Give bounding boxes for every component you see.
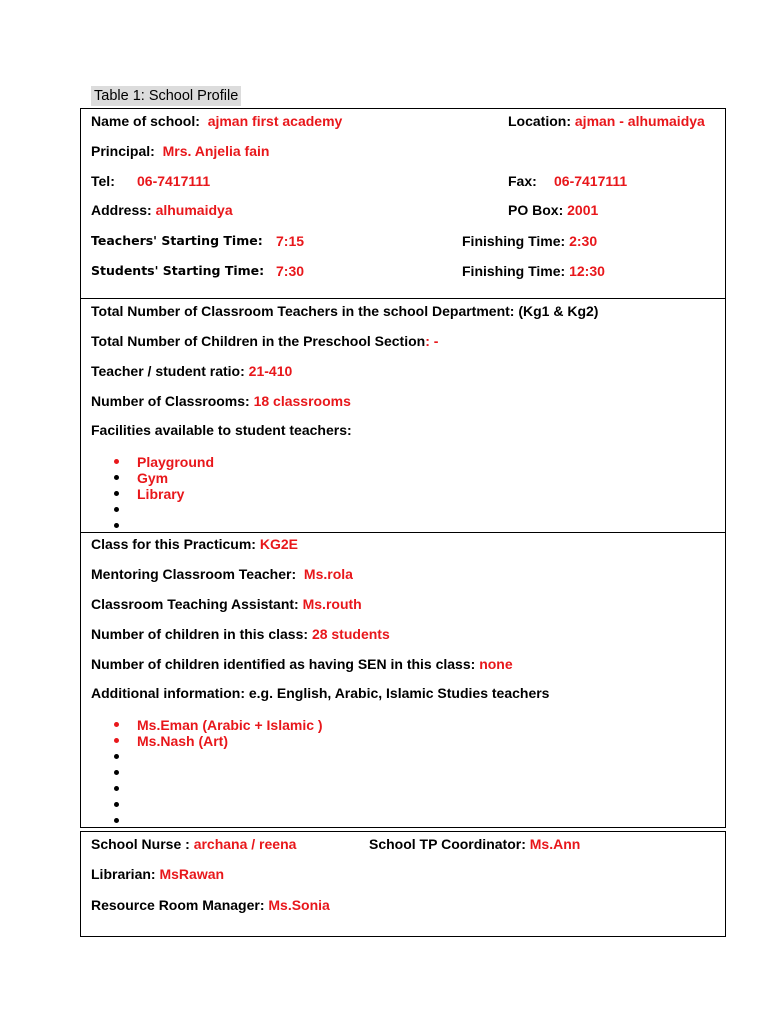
fax-value: 06-7417111	[554, 173, 628, 189]
class-row	[91, 535, 298, 553]
ratio-value: 21-410	[248, 363, 293, 379]
address-label: Address:	[91, 202, 152, 218]
sen-value: none	[479, 656, 513, 672]
tel-label: Tel:	[91, 173, 115, 189]
principal-value: Mrs. Anjelia fain	[162, 143, 270, 159]
location-label: Location:	[508, 113, 571, 129]
principal-label: Principal:	[91, 143, 155, 159]
tp-coordinator-value: Ms.Ann	[529, 836, 581, 852]
classrooms-label: Number of Classrooms:	[91, 393, 250, 409]
name-of-school-row	[91, 112, 342, 130]
teachers-start-value: 7:15	[276, 233, 305, 249]
bullet-icon	[114, 738, 119, 743]
total-teachers-label: Total Number of Classroom Teachers in the school Department: (Kg1 & Kg2)	[91, 303, 599, 319]
address-row	[91, 201, 233, 219]
bullet-icon	[114, 523, 119, 528]
students-finish-row	[462, 262, 605, 280]
facility-item: Library	[137, 486, 185, 502]
students-finish-label: Finishing Time:	[462, 263, 566, 279]
teachers-finish-label: Finishing Time:	[462, 233, 566, 249]
principal-row	[91, 142, 269, 160]
table-caption: Table 1: School Profile	[91, 86, 241, 106]
class-label: Class for this Practicum:	[91, 536, 256, 552]
bullet-icon	[114, 491, 119, 496]
librarian-value: MsRawan	[159, 866, 225, 882]
bullet-icon	[114, 459, 119, 464]
additional-label: Additional information: e.g. English, Arabic, Islamic Studies teachers	[91, 685, 550, 701]
location-row	[508, 112, 705, 130]
mentor-label: Mentoring Classroom Teacher:	[91, 566, 297, 582]
bullet-icon	[114, 722, 119, 727]
location-value: ajman - alhumaidya	[574, 113, 705, 129]
resource-manager-row	[91, 896, 330, 914]
facility-item: Gym	[137, 470, 169, 486]
additional-item: Ms.Nash (Art)	[137, 733, 229, 749]
sen-label: Number of children identified as having SEN in this class:	[91, 656, 476, 672]
fax-label: Fax:	[508, 173, 537, 189]
classrooms-value: 18 classrooms	[253, 393, 351, 409]
additional-item: Ms.Eman (Arabic + Islamic )	[137, 717, 323, 733]
bullet-icon	[114, 786, 119, 791]
classrooms-row	[91, 392, 351, 410]
sen-row	[91, 655, 513, 673]
tp-coordinator-row	[369, 835, 580, 853]
mentor-row	[91, 565, 353, 583]
name-of-school-label: Name of school:	[91, 113, 200, 129]
name-of-school-value: ajman first academy	[207, 113, 343, 129]
class-value: KG2E	[259, 536, 298, 552]
nurse-row	[91, 835, 296, 853]
teachers-start-label: Teachers' Starting Time:	[91, 233, 263, 248]
bullet-icon	[114, 507, 119, 512]
total-children-row	[91, 332, 438, 350]
teachers-finish-value: 2:30	[569, 233, 598, 249]
total-children-label: Total Number of Children in the Preschool Section	[91, 333, 426, 349]
nurse-value: archana / reena	[193, 836, 297, 852]
facility-item: Playground	[137, 454, 215, 470]
children-value: 28 students	[311, 626, 390, 642]
children-row	[91, 625, 390, 643]
address-value: alhumaidya	[155, 202, 233, 218]
total-children-value: : -	[425, 333, 439, 349]
resource-manager-label: Resource Room Manager:	[91, 897, 265, 913]
bullet-icon	[114, 802, 119, 807]
pobox-value: 2001	[567, 202, 599, 218]
assistant-label: Classroom Teaching Assistant:	[91, 596, 299, 612]
nurse-label: School Nurse :	[91, 836, 190, 852]
teachers-finish-row	[462, 232, 597, 250]
bullet-icon	[114, 770, 119, 775]
ratio-label: Teacher / student ratio:	[91, 363, 245, 379]
students-start-label: Students' Starting Time:	[91, 263, 265, 278]
assistant-row	[91, 595, 362, 613]
tel-value: 06-7417111	[137, 173, 211, 189]
bullet-icon	[114, 818, 119, 823]
students-start-value: 7:30	[276, 263, 305, 279]
pobox-label: PO Box:	[508, 202, 564, 218]
mentor-value: Ms.rola	[303, 566, 353, 582]
resource-manager-value: Ms.Sonia	[268, 897, 330, 913]
librarian-label: Librarian:	[91, 866, 156, 882]
tp-coordinator-label: School TP Coordinator:	[369, 836, 526, 852]
children-label: Number of children in this class:	[91, 626, 309, 642]
librarian-row	[91, 865, 224, 883]
assistant-value: Ms.routh	[302, 596, 362, 612]
pobox-row	[508, 201, 598, 219]
ratio-row	[91, 362, 292, 380]
students-finish-value: 12:30	[569, 263, 605, 279]
bullet-icon	[114, 754, 119, 759]
bullet-icon	[114, 475, 119, 480]
facilities-label: Facilities available to student teachers:	[91, 422, 352, 438]
